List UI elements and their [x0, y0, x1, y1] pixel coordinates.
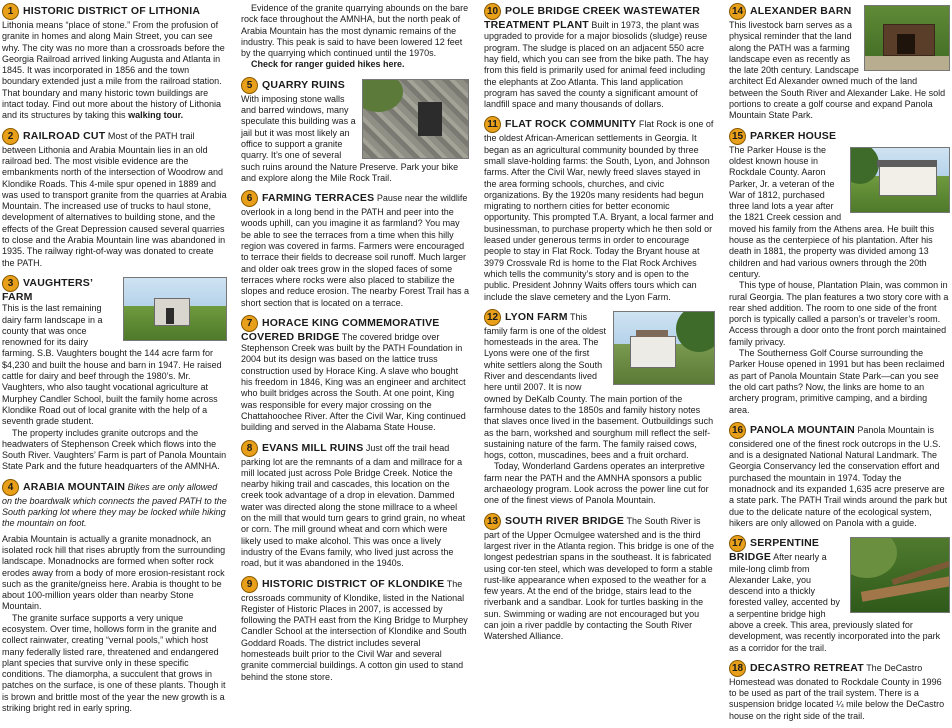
marker-7: 7: [241, 315, 258, 332]
section-9: [241, 576, 469, 683]
section-title: FLAT ROCK COMMUNITY: [505, 118, 637, 131]
section-10: [484, 3, 715, 110]
section-text: After nearly a mile-long climb from Alexander Lake, you descend into a thickly forested valley, accented by a serpentine bridge high above a creek. This area, previously slated for development, was recently incorporated into the park as a corridor for the trail.: [729, 552, 941, 653]
section-text: The Parker House is the oldest known house in Rockdale County. Aaron Parker, Jr. a veteran of the War of 1812, purchased three land lots a year after the 1821 Creek cession and moved his family from the Athens area. He built this house as the centerpiece of his plantation. After his death in 1881, the property was divided among 13 children and had various owners through the 20th century.: [729, 144, 935, 279]
parker-house-photo: [850, 147, 950, 213]
section-text: The crossroads community of Klondike, listed in the National Register of Historic Places in 2007, is accessed by following the PATH east from the King Bridge to Murphey Candler School at the intersection of Klondike and South Goddard Roads. The district includes several homesteads built prior to the Civil War and several granite commercial buildings. A cotton gin used to stand behind the stone store.: [241, 578, 468, 682]
section-7: [241, 315, 469, 434]
marker-2: 2: [2, 128, 19, 145]
marker-5: 5: [241, 77, 258, 94]
section-title: RAILROAD CUT: [23, 129, 106, 142]
section-title: HORACE KING COMMEMORATIVE COVERED BRIDGE: [241, 316, 440, 343]
section-title: EVANS MILL RUINS: [262, 441, 364, 454]
alexander-barn-photo: [864, 5, 950, 71]
marker-14: 14: [729, 3, 746, 20]
column-1: [2, 3, 227, 720]
section-text: Flat Rock is one of the oldest African-American settlements in Georgia. It began as an agricultural community bounded by three small slave-holding farms: the South, Lyon, and Johnson farms. After the Civil War, newly freed slaves stayed in the area forming schools, churches, and civic organizations. By the 1920s many residents had begun migrating to northern cities for better economic opportunity. This prompted T.A. Bryant, a local farmer and businessman, to purchase property which he then sold or leased under generous terms in order to encourage people to stay in Flat Rock. Today the Bryant house at 3979 Crossvale Rd is home to the Flat Rock Archives which tells the community’s story and is open to the public. President Johnny Waits offers tours which can include the slave cemetery and the Lyon Farm.: [484, 119, 714, 302]
section-text: Arabia Mountain is actually a granite monadnock, an isolated rock hill that rises abruptly from the surrounding landscape. Monadnocks are formed when softer rock erodes away from a body of more erosion-resistant rock such as the granite/gneiss here. Arabia is thought to be about 100-million years older than nearby Stone Mountain.: [2, 533, 226, 612]
column-3: [484, 3, 715, 649]
section-text: Evidence of the granite quarrying abounds on the bare rock face throughout the AMNHA, but the north peak of Arabia Mountain has the most dynamic remains of the industry. This peak is said to have been lowered 12 feet by the quarrying which continued until the 1970s.: [241, 3, 469, 59]
section-title: POLE BRIDGE CREEK WASTEWATER TREATMENT PLANT: [484, 4, 700, 31]
section-4-continued: [241, 3, 469, 71]
section-text: The DeCastro Homestead was donated to Rockdale County in 1996 to be used as part of the trail system. There is a suspension bridge located ¼ mile below the DeCastro house on the right side of the trail.: [729, 662, 945, 721]
section-text: Panola Mountain is considered one of the finest rock outcrops in the U.S. and is a designated National Natural Landmark. The Georgia Conservancy led the conservation effort and purchased the mountain in 1974. Today the monadnock and its expanded 1,635 acre preserve are a state park. The PATH Trail winds around the park but due to the delicate nature of the ecological system, hikers are only allowed on Panola with a guide.: [729, 424, 948, 528]
marker-13: 13: [484, 513, 501, 530]
section-1: [2, 3, 227, 122]
section-8: [241, 440, 469, 570]
section-6: [241, 190, 469, 309]
section-title: FARMING TERRACES: [262, 192, 375, 204]
section-title: HISTORIC DISTRICT OF LITHONIA: [23, 4, 201, 17]
section-title: DECASTRO RETREAT: [750, 661, 864, 674]
section-title: QUARRY RUINS: [262, 78, 345, 91]
marker-10: 10: [484, 3, 501, 20]
section-title: SERPENTINE BRIDGE: [729, 537, 820, 564]
column-2: [241, 3, 469, 689]
serpentine-bridge-photo: [850, 537, 950, 613]
section-title: LYON FARM: [505, 310, 568, 323]
section-4: [2, 479, 227, 715]
marker-3: 3: [2, 275, 19, 292]
section-17: [729, 535, 950, 654]
section-2: [2, 128, 227, 269]
section-text: With imposing stone walls and barred windows, many speculate this building was a jail but it was most likely an office to support a granite quarry. It’s one of several such ruins around the Nature Preserve. Park your bike and explore along the Mile Rock Trail.: [241, 93, 459, 183]
section-text: The property includes granite outcrops and the headwaters of Stephenson Creek which flows into the South River. Vaughters’ Farm is part of Panola Mountain State Park and the future headquarters of the AMNHA.: [2, 427, 227, 472]
section-text: Pause near the wildlife overlook in a long bend in the PATH and peer into the woods uphill, can you imagine it as farmland? You may be able to see the terraces from a time when this hilly region was covered in farms. Farmers were encouraged to terrace their fields to decrease soil runoff. Much larger and older oak trees grow in the sloped faces of some terraces where rocks were also placed to stabilize the slopes and reduce erosion. The nearby Forest Trail has a short section that is located on a terrace.: [241, 193, 469, 308]
section-text: Built in 1973, the plant was upgraded to provide for a major biosolids (sludge) reuse program. The sludge is placed on an adjacent 550 acre hay field, which you can see from the bike path. The hay from this field is primarily used for animal feed including the elephants at Zoo Atlanta. This land application program has saved the county a significant amount of landfill space and many thousands of dollars.: [484, 20, 709, 110]
marker-9: 9: [241, 576, 258, 593]
section-16: [729, 422, 950, 529]
section-title: PANOLA MOUNTAIN: [750, 423, 855, 436]
walking-tour-link[interactable]: walking tour.: [128, 110, 184, 121]
marker-6: 6: [241, 190, 258, 207]
marker-16: 16: [729, 422, 746, 439]
section-text: This livestock barn serves as a physical reminder that the land along the PATH was a farming landscape even as recently as the late 20th century. Landscape architect Ed Alexander owned much of the land between the South River and Alexander Lake. He sold portions to create a golf course and expand Panola Mountain State Park.: [729, 20, 946, 121]
lyon-farm-photo: [613, 311, 715, 385]
section-text: Today, Wonderland Gardens operates an interpretive farm near the PATH and the AMNHA sponsors a public archaeology program. Look across the power line cut for one of the finest views of Panola Mountain.: [484, 461, 709, 506]
marker-8: 8: [241, 440, 258, 457]
section-text: This is the last remaining dairy farm landscape in a county that was once renowned for its dairy farming. S.B. Vaughters bought the 144 acre farm for $4,230 and built the house and barn in 1947. He raised cattle for dairy and beef through the 1980’s. Mr. Vaughters, who also taught vocational agriculture at Murphey Candler School, built the family home across Klondike Road out of local granite with the help of a seventh grade student.: [2, 303, 222, 427]
quarry-ruins-photo: [362, 79, 469, 159]
column-4: [729, 3, 950, 728]
bike-note: Bikes are only allowed on the boardwalk which connects the paved PATH to the South parking lot where they may be locked while hiking the mountain on foot.: [2, 481, 227, 529]
section-title: HISTORIC DISTRICT OF KLONDIKE: [262, 577, 445, 590]
section-text: The Southerness Golf Course surrounding the Parker House opened in 1991 but has been reclaimed as part of Panola Mountain State Park—can you see the old cart paths? Now, the links are home to an archery program, primitive camping, and a birding area.: [729, 348, 945, 415]
section-12: [484, 309, 715, 507]
section-title: SOUTH RIVER BRIDGE: [505, 514, 625, 527]
section-text: Just off the trail head parking lot are the remnants of a dam and millrace for a mill located just across Pole Bridge Creek. Notice the nearby hiking trail and cascades, this location on the creek took advantage of a drop in elevation. Dammed water was directed along the stone millrace to a wheel on the mill that would turn gears to grind grain, no wheat or corn. The mill ground wheat and corn which were likely used to make alcohol. This was once a lively industry of the Evans family, who lived just across the road, but it was abandoned in the 1940s.: [241, 442, 466, 569]
section-5: [241, 77, 469, 184]
section-title: ALEXANDER BARN: [750, 4, 852, 17]
marker-17: 17: [729, 535, 746, 552]
section-text: The granite surface supports a very unique ecosystem. Over time, hollows form in the granite and collect rainwater, creating “vernal pools,” which host many federally listed rare, threatened and endangered plant species that survive only in these specific conditions. The diamorpha, a succulent that grows in patches on the surface, is one of these plants. Though it is brown and brittle most of the year the new growth is a striking bright red in early spring.: [2, 612, 226, 714]
section-text: The covered bridge over Stephenson Creek was built by the PATH Foundation in 2004 but its design was based on the lattice truss construction used by Horace King. A slave who bought his freedom in 1846, King was an engineer and architect who built bridges across the South. At one point, King was responsible for every major crossing on the Chattahoochee River. After the Civil War, King continued building and served in the Alabama State House.: [241, 331, 466, 433]
section-text: The South River is part of the Upper Ocmulgee watershed and is the third largest river in the Atlanta region. This bridge is one of the longest pedestrian spans in the southeast. It is fabricated using cor-ten steel, which was developed to form a stable rust-like appearance when exposed to the weather for a few years. At the end of the bridge, stairs lead to the riverbank and a sandbar. Look for turtles basking in the sun. Swimming or wading are not encouraged but you can join a river paddle by contacting the South River Watershed Alliance.: [484, 515, 714, 642]
marker-1: 1: [2, 3, 19, 20]
marker-11: 11: [484, 116, 501, 133]
section-text: Lithonia means “place of stone.” From the profusion of granite in homes and along Main Street, you can see why. The city was no more than a crossroads before the Georgia Railroad arrived linking Augusta and Atlanta in 1845. It was incorporated in 1856 and the town boundary extended just a mile from the railroad station. That boundary and many historic town buildings are intact today. Find out more about the history of Lithonia and its structures by taking this: [2, 20, 225, 121]
ranger-hikes-link[interactable]: Check for ranger guided hikes here.: [251, 59, 405, 70]
section-text: Most of the PATH trail between Lithonia and Arabia Mountain lies in an old railroad bed. The most visible evidence are the embankments north of the intersection of Woodrow and Klondike Roads. This 4-mile spur opened in 1889 and was used to transport granite from the quarries at Arabia Mountain. The increased use of trucks to haul stone, development of alternatives to building stone, and the effects of the Great Depression caused several quarries to close and the Arabia Mountain line was abandoned in 1935. The railway right-of-way was donated to create the PATH.: [2, 130, 227, 268]
section-15: [729, 128, 950, 416]
section-11: [484, 116, 715, 302]
section-18: [729, 660, 950, 722]
section-14: [729, 3, 950, 122]
section-3: [2, 275, 227, 473]
section-title: VAUGHTERS’ FARM: [2, 276, 93, 303]
vaughters-farm-photo: [123, 277, 227, 341]
section-title: PARKER HOUSE: [750, 129, 837, 142]
section-text: This family farm is one of the oldest homesteads in the area. The Lyons were one of the first white settlers along the South River and descendants lived here until 2007. It is now owned by DeKalb County. The main portion of the farmhouse dates to the 1850s and family history notes that slaves once lived in the basement. Outbuildings such as the barn, workshed and sourghum mill reflect the self-sustaining nature of the farm. The family raised cows, hogs, cotton, muscadines, bees and a fruit orchard.: [484, 311, 714, 461]
section-13: [484, 513, 715, 643]
marker-4: 4: [2, 479, 19, 496]
marker-15: 15: [729, 128, 746, 145]
section-text: This type of house, Plantation Plain, was common in rural Georgia. The plan features a two story core with a rear shed addition. The room to one side of the front porch is typically called a parson’s or traveler’s room. Access through a door onto the front porch maintained family privacy.: [729, 280, 949, 347]
section-title: ARABIA MOUNTAIN: [23, 480, 126, 493]
marker-18: 18: [729, 660, 746, 677]
marker-12: 12: [484, 309, 501, 326]
